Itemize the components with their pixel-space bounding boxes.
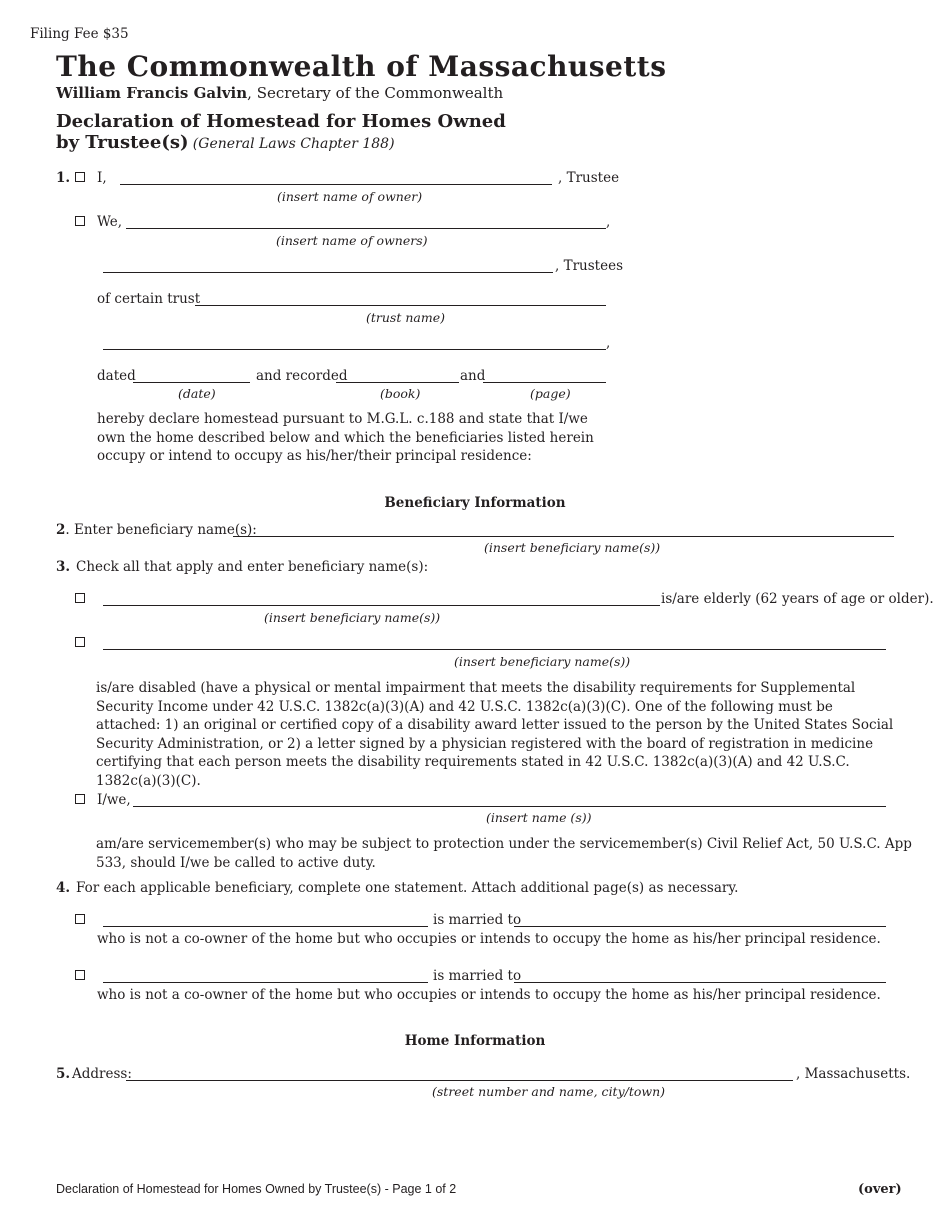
item-4-number: 4. — [56, 880, 71, 896]
owners-hint: (insert name of owners) — [276, 233, 428, 248]
address-field[interactable] — [126, 1080, 793, 1081]
owner-hint: (insert name of owner) — [277, 189, 423, 204]
beneficiary-heading: Beneficiary Information — [384, 495, 566, 511]
checkbox-i-trustee[interactable] — [75, 172, 85, 182]
checkbox-servicemember[interactable] — [75, 794, 85, 804]
elderly-name-field[interactable] — [103, 605, 660, 606]
date-hint: (date) — [178, 386, 216, 401]
checkbox-married-2[interactable] — [75, 970, 85, 980]
servicemember-name-field[interactable] — [133, 806, 886, 807]
trust-name-field[interactable] — [195, 305, 606, 306]
item-3-number: 3. — [56, 559, 71, 575]
coowner-text-2: who is not a co-owner of the home but who occupies or intends to occupy the home as his/her principal residence. — [97, 987, 881, 1003]
recorded-label: and recorded — [256, 368, 348, 384]
disabled-text: is/are disabled (have a physical or mental impairment that meets the disability requirements for Supplemental Security Income under 42 U.S.C. 1382c(a)(3)(A) and 42 U.S.C. 1382c(a)(3)(C). One of the following must be attached: 1) an original or certified copy of a disability award letter issued to the person by the United States Social Security Administration, or 2) a letter signed by a physician registered with the board of registration in medicine certifying that each person meets the disability requirements stated in 42 U.S.C. 1382c(a)(3)(A) and 42 U.S.C. 1382c(a)(3)(C). — [96, 680, 894, 789]
trust-hint: (trust name) — [366, 310, 445, 325]
coowner-text-1: who is not a co-owner of the home but who occupies or intends to occupy the home as his/her principal residence. — [97, 931, 881, 947]
trust-name-field-2[interactable] — [103, 349, 606, 350]
item-1-number: 1. — [56, 170, 71, 186]
page-field[interactable] — [483, 382, 606, 383]
book-hint: (book) — [380, 386, 421, 401]
checkbox-disabled[interactable] — [75, 637, 85, 647]
declaration-text: hereby declare homestead pursuant to M.G.L. c.188 and state that I/we own the home described below and which the beneficiaries listed herein occupy or intend to occupy as his/her/their principal residence: — [97, 411, 594, 464]
servicemember-hint: (insert name (s)) — [486, 810, 592, 825]
item-3-label: Check all that apply and enter beneficiary name(s): — [76, 559, 429, 575]
disabled-name-field[interactable] — [103, 649, 886, 650]
trustee-suffix: , Trustee — [558, 170, 620, 186]
form-title-trustee: by Trustee(s) — [56, 132, 189, 153]
address-hint: (street number and name, city/town) — [432, 1084, 666, 1099]
trust-comma: , — [606, 335, 611, 351]
secretary-title: , Secretary of the Commonwealth — [247, 84, 504, 102]
secretary-line — [56, 84, 503, 102]
beneficiary-name-field[interactable] — [233, 536, 894, 537]
married-label-2: is married to — [433, 968, 522, 984]
spouse-name-field-1[interactable] — [514, 926, 886, 927]
elderly-suffix: is/are elderly (62 years of age or older). — [661, 591, 934, 607]
page-hint: (page) — [530, 386, 571, 401]
i-label: I, — [97, 170, 107, 186]
disabled-hint: (insert beneficiary name(s)) — [454, 654, 631, 669]
we-label: We, — [97, 214, 123, 230]
form-citation: (General Laws Chapter 188) — [192, 136, 395, 152]
spouse-name-field-2[interactable] — [514, 982, 886, 983]
servicemember-text: am/are servicemember(s) who may be subject to protection under the servicemember(s) Civil Relief Act, 50 U.S.C. App 533, should I/we be called to active duty. — [96, 836, 912, 871]
we-comma: , — [606, 214, 611, 230]
item-2-number: 2 — [56, 522, 66, 538]
filing-fee: Filing Fee $35 — [30, 26, 129, 42]
book-field[interactable] — [336, 382, 459, 383]
footer-page-label: Declaration of Homestead for Homes Owned by Trustee(s) - Page 1 of 2 — [56, 1182, 457, 1196]
item-2-label: . Enter beneficiary name(s): — [65, 522, 257, 538]
page-title: The Commonwealth of Massachusetts — [56, 50, 667, 83]
iwe-label: I/we, — [97, 792, 131, 808]
form-title-line2 — [56, 132, 395, 153]
footer-over: (over) — [858, 1182, 902, 1197]
checkbox-elderly[interactable] — [75, 593, 85, 603]
address-label: Address: — [72, 1066, 132, 1082]
married-name-field-2[interactable] — [103, 982, 428, 983]
address-suffix: , Massachusetts. — [796, 1066, 911, 1082]
form-title-line1: Declaration of Homestead for Homes Owned — [56, 111, 506, 132]
dated-label: dated — [97, 368, 136, 384]
date-field[interactable] — [133, 382, 250, 383]
and-label: and — [460, 368, 486, 384]
owners-name-field-2[interactable] — [103, 272, 553, 273]
checkbox-married-1[interactable] — [75, 914, 85, 924]
elderly-hint: (insert beneficiary name(s)) — [264, 610, 441, 625]
beneficiary-hint: (insert beneficiary name(s)) — [484, 540, 661, 555]
trust-label: of certain trust — [97, 291, 201, 307]
checkbox-we-trustees[interactable] — [75, 216, 85, 226]
secretary-name: William Francis Galvin — [56, 84, 248, 102]
home-heading: Home Information — [404, 1033, 546, 1049]
item-4-label: For each applicable beneficiary, complete one statement. Attach additional page(s) as necessary. — [76, 880, 739, 896]
item-5-number: 5. — [56, 1066, 71, 1082]
owner-name-field[interactable] — [120, 184, 552, 185]
trustees-suffix: , Trustees — [555, 258, 623, 274]
owners-name-field[interactable] — [126, 228, 606, 229]
married-name-field-1[interactable] — [103, 926, 428, 927]
item-2-line — [56, 522, 257, 538]
married-label-1: is married to — [433, 912, 522, 928]
